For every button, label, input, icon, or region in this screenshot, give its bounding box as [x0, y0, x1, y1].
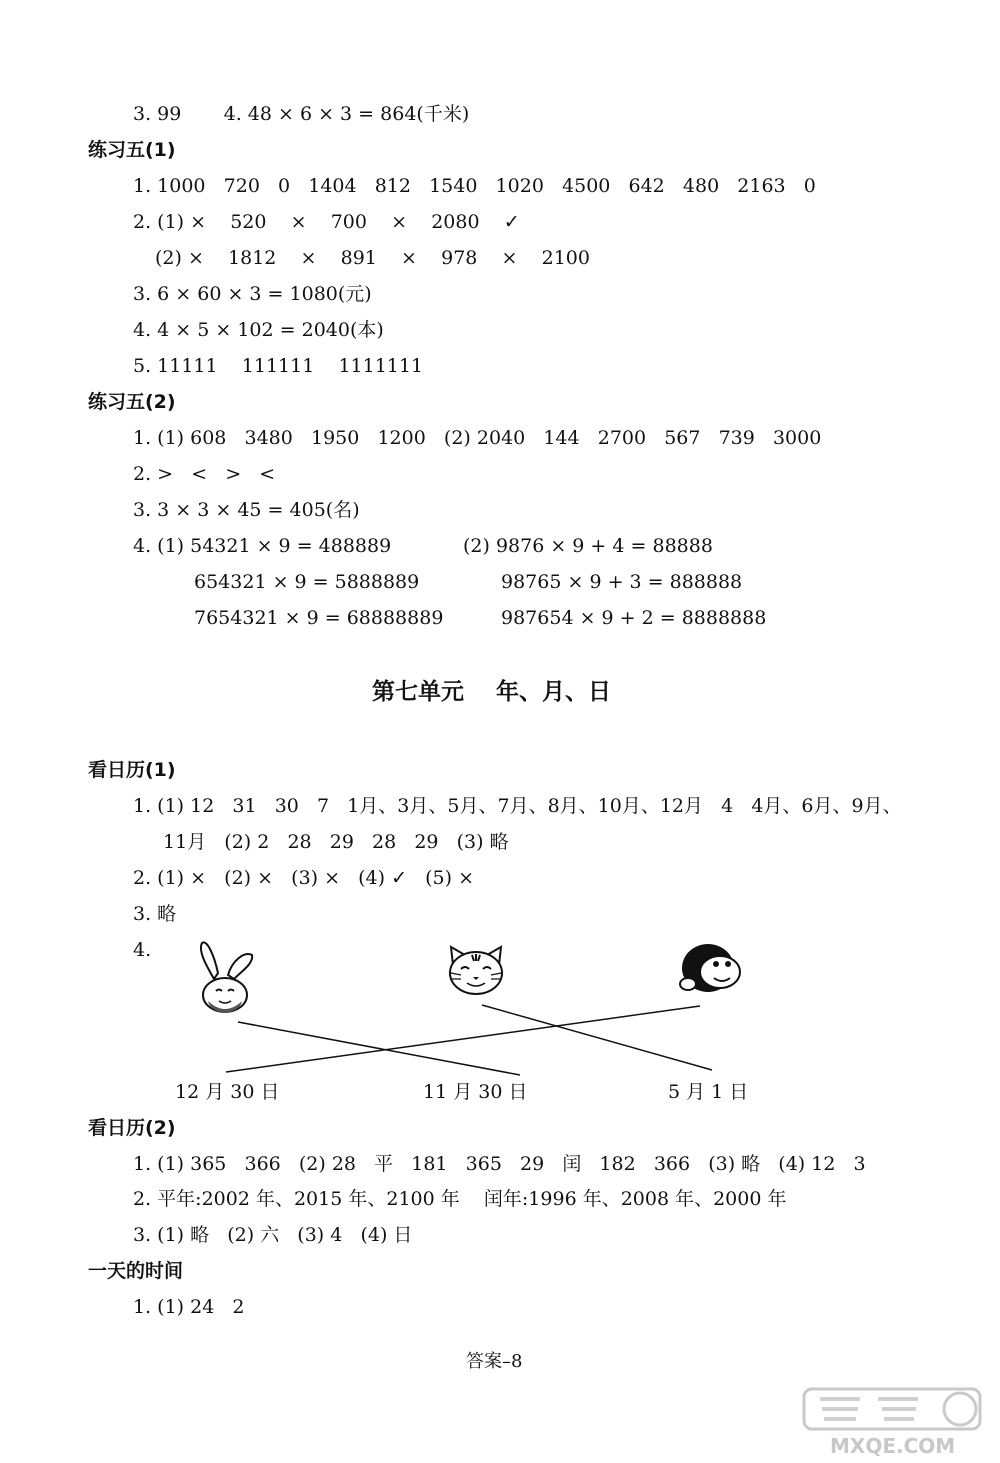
answer-line: 5. 11111 111111 1111111	[133, 355, 424, 377]
answer-line: (2) × 1812 × 891 × 978 × 2100	[155, 247, 590, 269]
answer-line: 1. (1) 24 2	[133, 1296, 245, 1318]
date-label: 12 月 30 日	[175, 1081, 280, 1103]
answer-line: 987654 × 9 + 2 = 8888888	[501, 607, 767, 629]
section-heading: 看日历(1)	[88, 759, 176, 781]
watermark-text: MXQE.COM	[830, 1434, 956, 1457]
answer-line: 1. (1) 608 3480 1950 1200 (2) 2040 144 2700 567 739 3000	[133, 427, 822, 449]
page-number: 答案–8	[466, 1351, 523, 1372]
answer-line: 98765 × 9 + 3 = 888888	[501, 571, 743, 593]
date-label: 5 月 1 日	[668, 1081, 749, 1103]
answer-line: 2. (1) × (2) × (3) × (4) ✓ (5) ×	[133, 867, 475, 889]
answer-line: 3. 略	[133, 903, 177, 925]
section-heading: 一天的时间	[88, 1260, 184, 1282]
answer-line: 1. (1) 12 31 30 7 1月、3月、5月、7月、8月、10月、12月 4 4月、6月、9月、	[133, 795, 902, 817]
section-heading: 看日历(2)	[88, 1117, 176, 1139]
answer-line: (2) 9876 × 9 + 4 = 88888	[463, 535, 713, 557]
watermark-logo	[800, 1385, 990, 1457]
answer-line: 4. (1) 54321 × 9 = 488889	[133, 535, 392, 557]
answer-line: 4. 4 × 5 × 102 = 2040(本)	[133, 319, 384, 341]
answer-line: 4.	[133, 939, 152, 961]
answer-line: 2. 平年:2002 年、2015 年、2100 年 闰年:1996 年、2008 年、2000 年	[133, 1188, 787, 1210]
answer-line: 2. > < > <	[133, 463, 276, 485]
answer-line: 3. 3 × 3 × 45 = 405(名)	[133, 499, 360, 521]
answer-line: 11月 (2) 2 28 29 28 29 (3) 略	[163, 831, 509, 853]
section-heading: 练习五(1)	[88, 139, 176, 161]
answer-line: 3. 6 × 60 × 3 = 1080(元)	[133, 283, 372, 305]
answer-line: 3. 99 4. 48 × 6 × 3 = 864(千米)	[133, 103, 470, 125]
answer-line: 654321 × 9 = 5888889	[194, 571, 420, 593]
answer-line: 1. 1000 720 0 1404 812 1540 1020 4500 642 480 2163 0	[133, 175, 816, 197]
unit-title: 第七单元 年、月、日	[372, 679, 612, 705]
answer-line: 1. (1) 365 366 (2) 28 平 181 365 29 闰 182 366 (3) 略 (4) 12 3	[133, 1153, 866, 1175]
answer-line: 3. (1) 略 (2) 六 (3) 4 (4) 日	[133, 1224, 413, 1246]
answer-line: 7654321 × 9 = 68888889	[194, 607, 444, 629]
section-heading: 练习五(2)	[88, 391, 176, 413]
answer-line: 2. (1) × 520 × 700 × 2080 ✓	[133, 211, 520, 233]
date-label: 11 月 30 日	[423, 1081, 528, 1103]
